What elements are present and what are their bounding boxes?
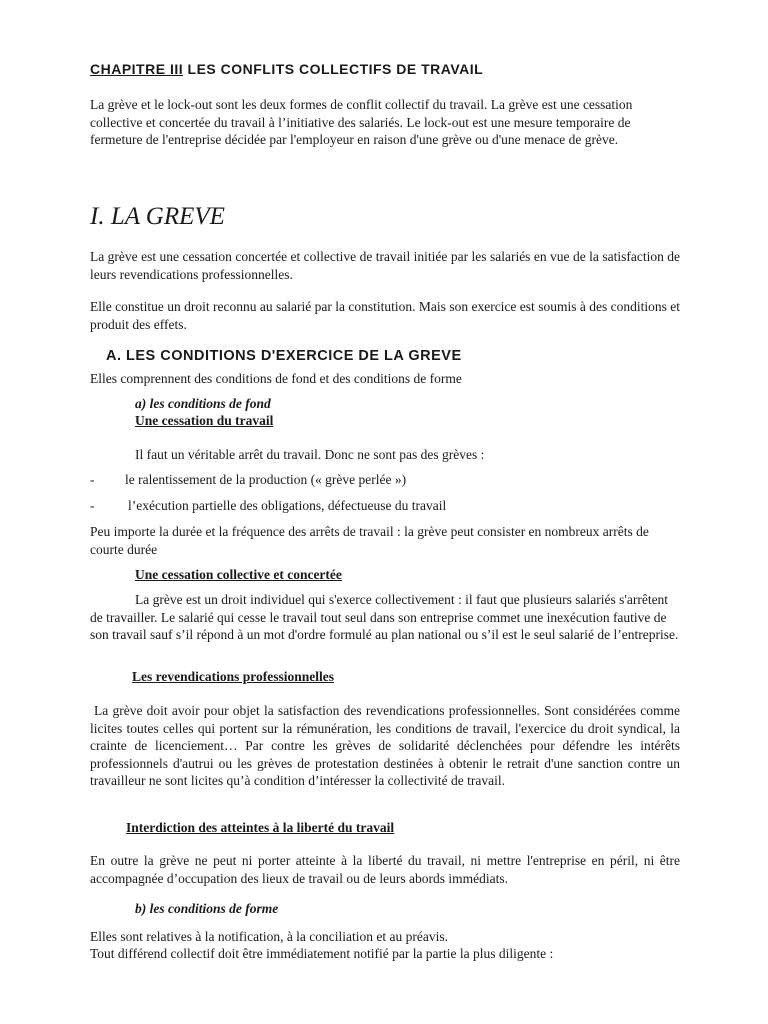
intro-paragraph: La grève et le lock-out sont les deux formes de conflit collectif du travail. La grève est une cessation collective et concertée du travail à l’initiative des salariés. Le lock-out est une mesure temporaire de fermeture de l'entreprise décidée par l'employeur en raison d'une grève ou d'une menace de grève. (90, 97, 633, 147)
cessation-collective-text: La grève est un droit individuel qui s'exerce collectivement : il faut que plusieurs salariés s'arrêtent de travailler. Le salarié qui cesse le travail tout seul dans son entreprise commet une inexécution fautive de son travail sauf s’il répond à un mot d'ordre formulé au plan national ou s’il est le seul salarié de l’entreprise. (90, 592, 679, 642)
list-dash: - (90, 498, 95, 513)
duree-paragraph: Peu importe la durée et la fréquence des arrêts de travail : la grève peut consister en nombreux arrêts de courte durée (90, 524, 649, 557)
section-title-greve: I. LA GREVE (90, 203, 225, 230)
chapter-number: CHAPITRE III (90, 61, 184, 77)
list-item-text: l’exécution partielle des obligations, défectueuse du travail (128, 498, 447, 513)
interdiction-text: En outre la grève ne peut ni porter atteinte à la liberté du travail, ni mettre l'entreprise en péril, ni être accompagnée d’occupation des lieux de travail ou de leurs abords immédiats. (90, 853, 680, 886)
chapter-title: LES CONFLITS COLLECTIFS DE TRAVAIL (183, 61, 484, 77)
heading-revendications: Les revendications professionnelles (132, 669, 335, 684)
forme-line-2: Tout différend collectif doit être immédiatement notifié par la partie la plus diligente : (90, 946, 554, 961)
heading-cessation-travail: Une cessation du travail (135, 413, 274, 428)
heading-interdiction: Interdiction des atteintes à la liberté du travail (126, 820, 395, 835)
heading-cessation-collective: Une cessation collective et concertée (135, 567, 342, 582)
subheading-conditions-fond: a) les conditions de fond (135, 396, 271, 411)
list-item-text: le ralentissement de la production (« grève perlée ») (125, 472, 407, 487)
greve-droit-paragraph: Elle constitue un droit reconnu au salarié par la constitution. Mais son exercice est soumis à des conditions et produit des effets. (90, 299, 680, 332)
cessation-travail-text: Il faut un véritable arrêt du travail. Donc ne sont pas des grèves : (135, 447, 485, 462)
revendications-text: La grève doit avoir pour objet la satisfaction des revendications professionnelles. Sont considérées comme licites toutes celles qui portent sur la rémunération, les conditions de travail, l'exercice du droit syndical, la crainte de licenciement… Par contre les grèves de solidarité déclenchées pour défendre les intérêts professionnels d'autrui ou les grèves de protestation destinées à obtenir le retrait d'une sanction contre un travailleur ne sont licites qu’à condition d’intéresser la collectivité de travail. (90, 703, 680, 788)
greve-definition-paragraph: La grève est une cessation concertée et collective de travail initiée par les salariés en vue de la satisfaction de leurs revendications professionnelles. (90, 249, 680, 282)
chapter-heading (90, 61, 680, 79)
forme-line-1: Elles sont relatives à la notification, à la conciliation et au préavis. (90, 929, 449, 944)
conditions-intro: Elles comprennent des conditions de fond et des conditions de forme (90, 371, 462, 386)
subheading-conditions-forme: b) les conditions de forme (135, 901, 279, 916)
list-dash: - (90, 472, 95, 487)
section-title-conditions: A. LES CONDITIONS D'EXERCICE DE LA GREVE (106, 348, 462, 364)
